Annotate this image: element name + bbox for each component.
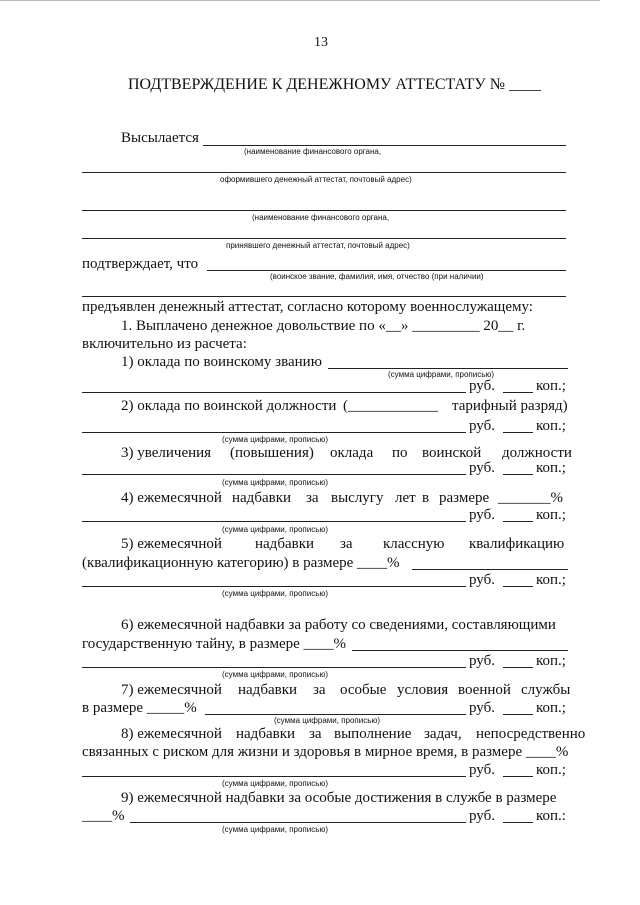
hint-issued: оформившего денежный аттестат, почтовый адрес) — [220, 175, 412, 184]
kop-blank — [503, 714, 533, 715]
sub9-line — [130, 822, 466, 823]
sum-hint: (сумма цифрами, прописью) — [222, 670, 329, 679]
page-title: ПОДТВЕРЖДЕНИЕ К ДЕНЕЖНОМУ АТТЕСТАТУ № ____ — [128, 76, 542, 93]
sub8-w5: задач, — [424, 726, 462, 742]
sum-hint: (сумма цифрами, прописью) — [222, 525, 329, 534]
sub9-line2: ____% — [82, 808, 125, 824]
kop-blank — [503, 392, 533, 393]
sub6-line2: государственную тайну, в размере ____% — [82, 636, 347, 652]
rub-label: руб. — [469, 808, 495, 824]
sub7-line2: в размере _____% — [82, 700, 197, 716]
sub7-w5: условия — [397, 682, 449, 698]
sub8-w6: непосредственно — [476, 726, 586, 742]
kop-label: коп.; — [536, 507, 566, 523]
sub3-w6: должности — [502, 445, 572, 461]
item1-cont: включительно из расчета: — [82, 336, 247, 352]
sub4-w1: 4) ежемесячной — [121, 490, 222, 506]
sub7-w3: за — [313, 682, 326, 698]
kop-label-last: коп.: — [536, 808, 566, 824]
sub6-line — [352, 650, 568, 651]
hint-fin-organ-1: (наименование финансового органа, — [244, 147, 382, 156]
address-line-3 — [82, 238, 566, 239]
sub3-w5: воинской — [422, 445, 482, 461]
sub8-w2: надбавки — [236, 726, 296, 742]
sum-hint: (сумма цифрами, прописью) — [222, 589, 329, 598]
address-line-1 — [82, 172, 566, 173]
kop-label: коп.; — [536, 572, 566, 588]
sub3-line — [82, 474, 466, 475]
sub2-right: тарифный разряд) — [452, 398, 568, 414]
rub-label: руб. — [469, 762, 495, 778]
kop-label: коп.; — [536, 653, 566, 669]
rub-label: руб. — [469, 653, 495, 669]
sub8-line2: связанных с риском для жизни и здоровья в мирное время, в размере ____% — [82, 744, 569, 760]
sum-hint: (сумма цифрами, прописью) — [222, 478, 329, 487]
sub4-w7: размере — [439, 490, 490, 506]
sub1-line-2 — [82, 392, 466, 393]
sub7-w6: военной — [458, 682, 511, 698]
sub8-w4: выполнение — [334, 726, 412, 742]
kop-label: коп.; — [536, 762, 566, 778]
hint-accepted: принявшего денежный аттестат, почтовый адрес) — [226, 241, 410, 250]
sub7-w4: особые — [340, 682, 387, 698]
kop-blank — [503, 776, 533, 777]
rub-label: руб. — [469, 572, 495, 588]
sub9-line1: 9) ежемесячной надбавки за особые достижения в службе в размере — [121, 790, 557, 806]
sub1-label: 1) оклада по воинскому званию — [121, 354, 322, 370]
rub-label: руб. — [469, 418, 495, 434]
kop-label: коп.; — [536, 418, 566, 434]
sub5-w3: за — [340, 536, 353, 552]
page-number: 13 — [314, 35, 328, 50]
sub7-line — [205, 714, 466, 715]
sub8-w1: 8) ежемесячной — [121, 726, 222, 742]
sub5-w1: 5) ежемесячной — [121, 536, 222, 552]
sub3-w4: по — [392, 445, 408, 461]
sub2-paren: (____________ — [343, 398, 438, 414]
hint-fin-organ-2: (наименование финансового органа, — [252, 213, 390, 222]
sum-hint: (сумма цифрами, прописью) — [222, 435, 329, 444]
sub7-w7: службы — [521, 682, 571, 698]
scan-top-edge — [0, 0, 600, 1]
sub5-line — [412, 569, 568, 570]
sub1-line — [328, 368, 568, 369]
sub3-w1: 3) увеличения — [121, 445, 212, 461]
rub-label: руб. — [469, 378, 495, 394]
intro-text: предъявлен денежный аттестат, согласно которому военнослужащему: — [82, 299, 533, 315]
sum-hint: (сумма цифрами, прописью) — [274, 716, 381, 725]
sub4-w5: лет — [395, 490, 416, 506]
hint-person: (воинское звание, фамилия, имя, отчество (при наличии) — [270, 272, 484, 281]
sub6-line1: 6) ежемесячной надбавки за работу со сведениями, составляющими — [121, 617, 556, 633]
sub4-w6: в — [422, 490, 430, 506]
sub5-w4: классную — [383, 536, 445, 552]
rub-label: руб. — [469, 460, 495, 476]
sub5-w5: квалификацию — [469, 536, 565, 552]
sub6-line-2 — [82, 667, 466, 668]
sub4-w4: выслугу — [331, 490, 384, 506]
sub4-w3: за — [306, 490, 319, 506]
kop-blank — [503, 474, 533, 475]
kop-label: коп.; — [536, 700, 566, 716]
kop-blank — [503, 667, 533, 668]
sub2-label: 2) оклада по воинской должности — [121, 398, 337, 414]
kop-blank — [503, 521, 533, 522]
sub4-w2: надбавки — [232, 490, 292, 506]
kop-blank — [503, 586, 533, 587]
sum-hint: (сумма цифрами, прописью) — [388, 370, 495, 379]
sub3-w3: оклада — [330, 445, 374, 461]
sent-line — [203, 145, 566, 146]
sum-hint: (сумма цифрами, прописью) — [222, 825, 329, 834]
sub4-w8: _______% — [498, 490, 563, 506]
kop-label: коп.; — [536, 378, 566, 394]
sub8-w3: за — [309, 726, 322, 742]
sub5-w2: надбавки — [255, 536, 315, 552]
sub7-w2: надбавки — [238, 682, 298, 698]
sub7-w1: 7) ежемесячной — [121, 682, 222, 698]
person-line-2 — [82, 296, 566, 297]
item1-text: 1. Выплачено денежное довольствие по «__» _________ 20__ г. — [121, 318, 526, 334]
rub-label: руб. — [469, 700, 495, 716]
kop-blank — [503, 822, 533, 823]
sub2-line — [82, 432, 466, 433]
address-line-2 — [82, 210, 566, 211]
sent-label: Высылается — [121, 130, 199, 146]
sub5-line-2 — [82, 586, 466, 587]
sub5-line2: (квалификационную категорию) в размере ____% — [82, 555, 400, 571]
sum-hint: (сумма цифрами, прописью) — [222, 779, 329, 788]
confirms-label: подтверждает, что — [82, 256, 199, 272]
kop-label: коп.; — [536, 460, 566, 476]
rub-label: руб. — [469, 507, 495, 523]
sub4-line — [82, 521, 466, 522]
person-line — [207, 270, 566, 271]
sub8-line — [82, 776, 466, 777]
sub3-w2: (повышения) — [230, 445, 314, 461]
kop-blank — [503, 432, 533, 433]
